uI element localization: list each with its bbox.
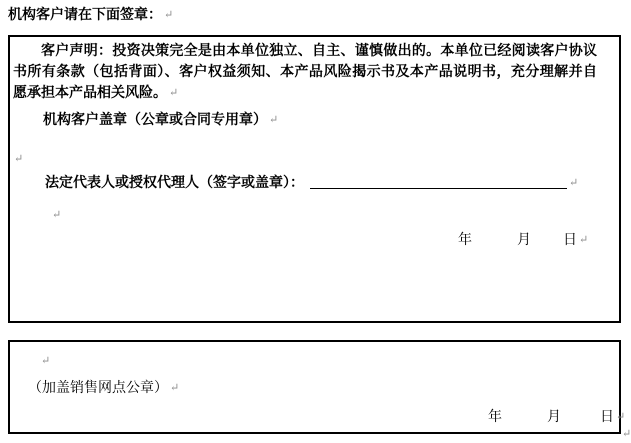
paragraph-mark-icon: ↵ xyxy=(52,209,62,221)
paragraph-mark-icon: ↵ xyxy=(269,114,279,126)
client-declaration xyxy=(13,41,597,104)
paragraph-mark-icon: ↵ xyxy=(41,355,51,367)
institution-stamp-instruction-line xyxy=(43,110,278,131)
empty-paragraph-line xyxy=(39,351,50,372)
outlet-stamp-instruction-line xyxy=(28,378,179,399)
outlet-stamp-instruction: （加盖销售网点公章） xyxy=(28,381,168,396)
declaration-line-3 xyxy=(13,83,597,104)
representative-signature-line xyxy=(45,173,578,194)
date-line xyxy=(458,230,588,251)
paragraph-mark-icon: ↵ xyxy=(569,177,579,189)
declaration-line-3-text: 愿承担本产品相关风险。 xyxy=(13,86,167,101)
end-of-table-mark-line xyxy=(620,424,631,443)
date-year-label: 年 xyxy=(488,410,502,425)
sales-outlet-stamp-box xyxy=(8,340,626,434)
paragraph-mark-icon: ↵ xyxy=(616,411,626,423)
date-month-label: 月 xyxy=(547,410,561,425)
date-year-label: 年 xyxy=(458,233,472,248)
institution-signature-box xyxy=(8,35,621,323)
institution-stamp-instruction: 机构客户盖章（公章或合同专用章） xyxy=(43,113,267,128)
page-title-line xyxy=(8,5,173,26)
paragraph-mark-icon: ↵ xyxy=(169,87,179,99)
signature-line[interactable] xyxy=(310,173,567,189)
date-month-label: 月 xyxy=(517,233,531,248)
paragraph-mark-icon: ↵ xyxy=(164,9,174,21)
date-day-label: 日 xyxy=(600,410,614,425)
date-day-label: 日 xyxy=(563,233,577,248)
empty-paragraph-line xyxy=(12,149,23,170)
empty-paragraph-line xyxy=(50,205,61,226)
paragraph-mark-icon: ↵ xyxy=(622,428,631,440)
page-title: 机构客户请在下面签章： xyxy=(8,8,162,23)
declaration-line-2: 书所有条款（包括背面）、客户权益须知、本产品风险揭示书及本产品说明书，充分理解并自 xyxy=(13,65,597,80)
paragraph-mark-icon: ↵ xyxy=(14,153,24,165)
date-line xyxy=(488,407,625,428)
paragraph-mark-icon: ↵ xyxy=(579,234,589,246)
representative-label: 法定代表人或授权代理人（签字或盖章）： xyxy=(45,176,304,191)
declaration-line-1: 客户声明：投资决策完全是由本单位独立、自主、谨慎做出的。本单位已经阅读客户协议 xyxy=(41,44,597,59)
paragraph-mark-icon: ↵ xyxy=(170,382,180,394)
